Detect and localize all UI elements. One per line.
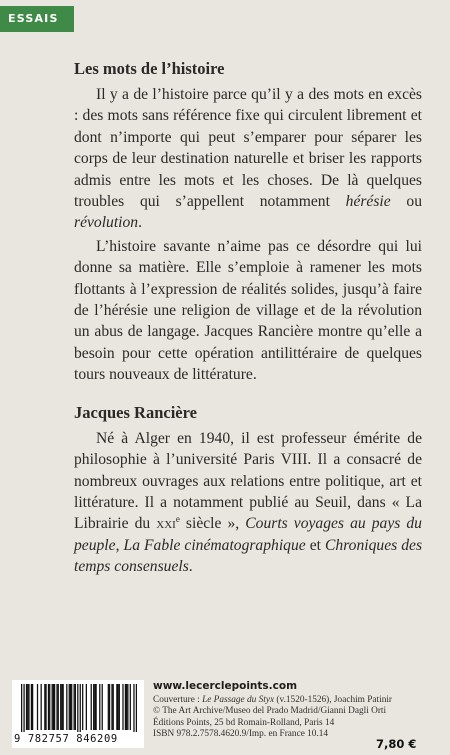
barcode-bar bbox=[41, 684, 42, 730]
barcode-bar bbox=[28, 684, 29, 730]
barcode-bar bbox=[54, 684, 55, 730]
barcode-bar bbox=[37, 684, 38, 730]
barcode-bar bbox=[45, 684, 46, 730]
credit-line: ISBN 978.2.7578.4620.9/Imp. en France 10.14 bbox=[153, 728, 329, 739]
barcode-bar bbox=[74, 684, 75, 730]
barcode-bar bbox=[108, 684, 109, 730]
barcode-bar bbox=[52, 684, 53, 730]
barcode-bar bbox=[91, 684, 92, 730]
barcode-bar bbox=[122, 684, 123, 730]
barcode-bar bbox=[56, 684, 57, 730]
barcode-bar bbox=[61, 684, 62, 730]
barcode-bar bbox=[117, 684, 118, 730]
barcode-bar bbox=[31, 684, 32, 730]
barcode-bar bbox=[136, 684, 137, 732]
barcode-bar bbox=[130, 684, 131, 730]
barcode-bar bbox=[94, 684, 95, 730]
barcode-bar bbox=[109, 684, 110, 730]
book-paragraph-1: Il y a de l’histoire parce qu’il y a des mots en excès : des mots sans référence fixe qui circulent librement et dont n’importe qui peut s’emparer pour séparer les corps de leur destination naturelle et briser les rapports admis entre les mots et les choses. De là quelques troubles qui s’appellent notamment hérésie ou révolution. bbox=[74, 86, 422, 232]
barcode-bar bbox=[125, 684, 126, 730]
barcode-bar bbox=[111, 684, 112, 730]
barcode-bar bbox=[32, 684, 33, 730]
barcode-bar bbox=[49, 684, 50, 730]
credit-line: Couverture : Le Passage du Styx (v.1520-1526), Joachim Patinir bbox=[153, 695, 393, 705]
cover-credits bbox=[153, 695, 393, 740]
barcode-bar bbox=[48, 684, 49, 730]
price: 7,80 € bbox=[376, 737, 417, 751]
back-cover-footer bbox=[0, 680, 450, 755]
barcode-bars bbox=[21, 684, 137, 732]
barcode-bar bbox=[116, 684, 117, 730]
barcode-bar bbox=[127, 684, 128, 730]
barcode-bar bbox=[133, 684, 134, 732]
isbn-barcode bbox=[12, 680, 144, 748]
author-bio-paragraph: Né à Alger en 1940, il est professeur émérite de philosophie à l’université Paris VIII. Il a consacré de nombreux ouvrages aux relations entre politique, art et littérature. Il a notamment publié au Seuil, dans « La Librairie du xxi$^e$ siècle », Courts voyages au pays du peuple, La Fable cinématographique et Chroniques des temps consensuels. bbox=[74, 429, 423, 576]
book-paragraph-2: L’histoire savante n’aime pas ce désordre qui lui donne sa matière. Elle s’emploie à ramener les mots flottants à l’expression de réalités solides, jusqu’à faire de l’hérésie une religion de village et de la révolution un abus de langage. Jacques Rancière montre qu’elle a besoin pour cette opération antilittéraire de quelques tours nouveaux de littérature. bbox=[74, 237, 422, 384]
barcode-bar bbox=[63, 684, 64, 730]
barcode-bar bbox=[75, 684, 76, 730]
credit-line: © The Art Archive/Museo del Prado Madrid/Gianni Dagli Orti bbox=[153, 706, 387, 717]
section-title-book: Les mots de l’histoire bbox=[74, 59, 225, 78]
barcode-bar bbox=[66, 684, 67, 730]
barcode-bar bbox=[82, 684, 83, 730]
barcode-bar bbox=[71, 684, 72, 730]
barcode-bar bbox=[27, 684, 28, 730]
barcode-bar bbox=[44, 684, 45, 730]
barcode-bar bbox=[126, 684, 127, 730]
section-title-author: Jacques Rancière bbox=[74, 402, 197, 422]
barcode-bar bbox=[69, 684, 70, 730]
collection-label: ESSAIS bbox=[0, 6, 74, 32]
barcode-bar bbox=[26, 684, 27, 730]
barcode-bar bbox=[23, 684, 24, 732]
barcode-bar bbox=[93, 684, 94, 730]
barcode-bar bbox=[53, 684, 54, 730]
back-cover-text bbox=[74, 58, 422, 578]
barcode-bar bbox=[113, 684, 114, 730]
barcode-bar bbox=[21, 684, 22, 732]
barcode-bar bbox=[86, 684, 87, 730]
barcode-bar bbox=[80, 684, 81, 732]
barcode-digits: 9 782757 846209 bbox=[14, 733, 118, 745]
barcode-bar bbox=[119, 684, 120, 730]
credit-line: Éditions Points, 25 bd Romain-Rolland, Paris 14 bbox=[153, 717, 335, 728]
barcode-bar bbox=[99, 684, 100, 730]
barcode-bar bbox=[77, 684, 78, 732]
barcode-bar bbox=[70, 684, 71, 730]
barcode-bar bbox=[60, 684, 61, 730]
barcode-bar bbox=[95, 684, 96, 730]
publisher-website: www.lecerclepoints.com bbox=[153, 680, 298, 692]
barcode-bar bbox=[58, 684, 59, 730]
barcode-bar bbox=[102, 684, 103, 730]
